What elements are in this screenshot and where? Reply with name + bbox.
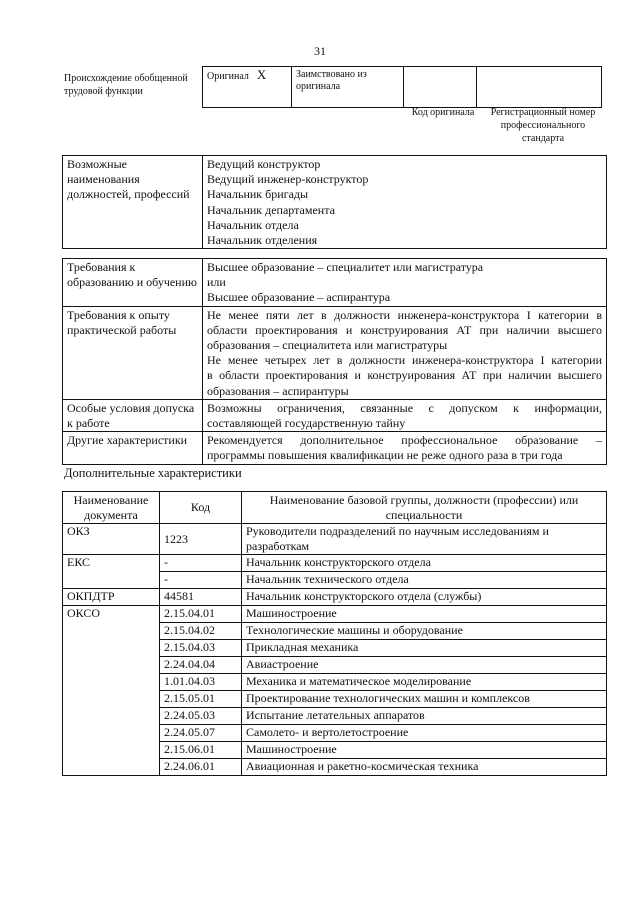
experience-line: Не менее четырех лет в должности инженера-конструктора I категории <box>207 353 602 368</box>
reg-number-cell <box>477 67 602 108</box>
other-characteristics-label: Другие характеристики <box>63 432 203 464</box>
code-cell: 1.01.04.03 <box>160 674 242 691</box>
name-cell: Технологические машины и оборудование <box>242 623 607 640</box>
other-characteristics-value <box>203 432 607 464</box>
name-cell: Самолето- и вертолетостроение <box>242 725 607 742</box>
experience-line: образования – специалитета или магистратуры <box>207 338 448 353</box>
doc-cell: ЕКС <box>63 555 160 589</box>
doc-cell: ОКСО <box>63 606 160 776</box>
code-cell: 44581 <box>160 589 242 606</box>
header-code: Код <box>160 492 242 524</box>
position-item: Начальник департамента <box>207 202 335 217</box>
page-number: 31 <box>314 44 326 58</box>
additional-heading: Дополнительные характеристики <box>64 466 242 480</box>
positions-list <box>203 156 607 249</box>
name-cell: Машиностроение <box>242 606 607 623</box>
positions-table <box>62 155 607 249</box>
name-cell: Механика и математическое моделирование <box>242 674 607 691</box>
education-line: Высшее образование – аспирантура <box>207 290 391 305</box>
name-cell: Прикладная механика <box>242 640 607 657</box>
doc-cell: ОКЗ <box>63 524 160 555</box>
education-value <box>203 259 607 307</box>
doc-cell: ОКПДТР <box>63 589 160 606</box>
original-mark: X <box>256 67 267 82</box>
name-cell: Авиастроение <box>242 657 607 674</box>
code-cell: 2.24.06.01 <box>160 759 242 776</box>
table-row <box>63 589 607 606</box>
header-doc: Наименование документа <box>63 492 160 524</box>
additional-table <box>62 491 607 776</box>
education-line: Высшее образование – специалитет или магистратура <box>207 260 484 274</box>
other-characteristics-line: Рекомендуется дополнительное профессиональное образование – <box>207 433 602 448</box>
special-conditions-line: Возможны ограничения, связанные с допуском к информации, <box>207 400 602 415</box>
name-cell: Испытание летательных аппаратов <box>242 708 607 725</box>
other-characteristics-line: программы повышения квалификации не реже одного раза в три года <box>207 448 563 463</box>
code-cell: 2.15.04.02 <box>160 623 242 640</box>
reg-number-caption: Регистрационный номер профессионального стандарта <box>490 107 596 144</box>
position-item: Начальник бригады <box>207 187 309 202</box>
original-cell <box>203 67 292 108</box>
name-cell: Начальник конструкторского отдела <box>242 555 607 572</box>
experience-line: образования – аспирантуры <box>207 383 349 398</box>
experience-line: Не менее пяти лет в должности инженера-конструктора I категории в <box>207 307 602 322</box>
name-cell: Авиационная и ракетно-космическая техника <box>242 759 607 776</box>
position-item: Ведущий инженер-конструктор <box>207 172 369 187</box>
origin-table <box>202 66 602 108</box>
name-cell: Начальник конструкторского отдела (службы) <box>242 589 607 606</box>
special-conditions-value <box>203 399 607 431</box>
code-cell: 1223 <box>160 524 242 555</box>
code-cell: 2.15.05.01 <box>160 691 242 708</box>
code-cell: 2.24.05.03 <box>160 708 242 725</box>
original-code-caption: Код оригинала <box>411 107 475 118</box>
experience-line: в области проектирования и конструирования АТ при наличии высшего <box>207 368 602 383</box>
table-row <box>63 524 607 555</box>
name-cell: Проектирование технологических машин и комплексов <box>242 691 607 708</box>
experience-label: Требования к опыту практической работы <box>63 306 203 399</box>
header-name: Наименование базовой группы, должности (профессии) или специальности <box>242 492 607 524</box>
code-cell: 2.15.04.01 <box>160 606 242 623</box>
special-conditions-line: составляющей государственную тайну <box>207 416 406 431</box>
code-cell: - <box>160 555 242 572</box>
education-label: Требования к образованию и обучению <box>63 259 203 307</box>
position-item: Ведущий конструктор <box>207 157 321 171</box>
education-line: или <box>207 275 226 290</box>
table-row <box>63 606 607 623</box>
experience-value <box>203 306 607 399</box>
code-cell: 2.15.04.03 <box>160 640 242 657</box>
requirements-table <box>62 258 607 465</box>
name-cell: Руководители подразделений по научным исследованиям и разработкам <box>242 524 607 555</box>
positions-label: Возможные наименования должностей, профессий <box>63 156 203 249</box>
position-item: Начальник отдела <box>207 217 299 232</box>
borrowed-cell: Заимствовано из оригинала <box>292 67 404 108</box>
code-cell: - <box>160 572 242 589</box>
position-item: Начальник отделения <box>207 233 318 248</box>
code-cell: 2.24.04.04 <box>160 657 242 674</box>
original-code-cell <box>404 67 477 108</box>
code-cell: 2.24.05.07 <box>160 725 242 742</box>
table-row <box>63 555 607 572</box>
original-label: Оригинал <box>207 71 249 82</box>
code-cell: 2.15.06.01 <box>160 742 242 759</box>
origin-label: Происхождение обобщенной трудовой функции <box>64 73 188 97</box>
name-cell: Машиностроение <box>242 742 607 759</box>
special-conditions-label: Особые условия допуска к работе <box>63 399 203 431</box>
name-cell: Начальник технического отдела <box>242 572 607 589</box>
experience-line: области проектирования и конструирования АТ при наличии высшего <box>207 322 602 337</box>
